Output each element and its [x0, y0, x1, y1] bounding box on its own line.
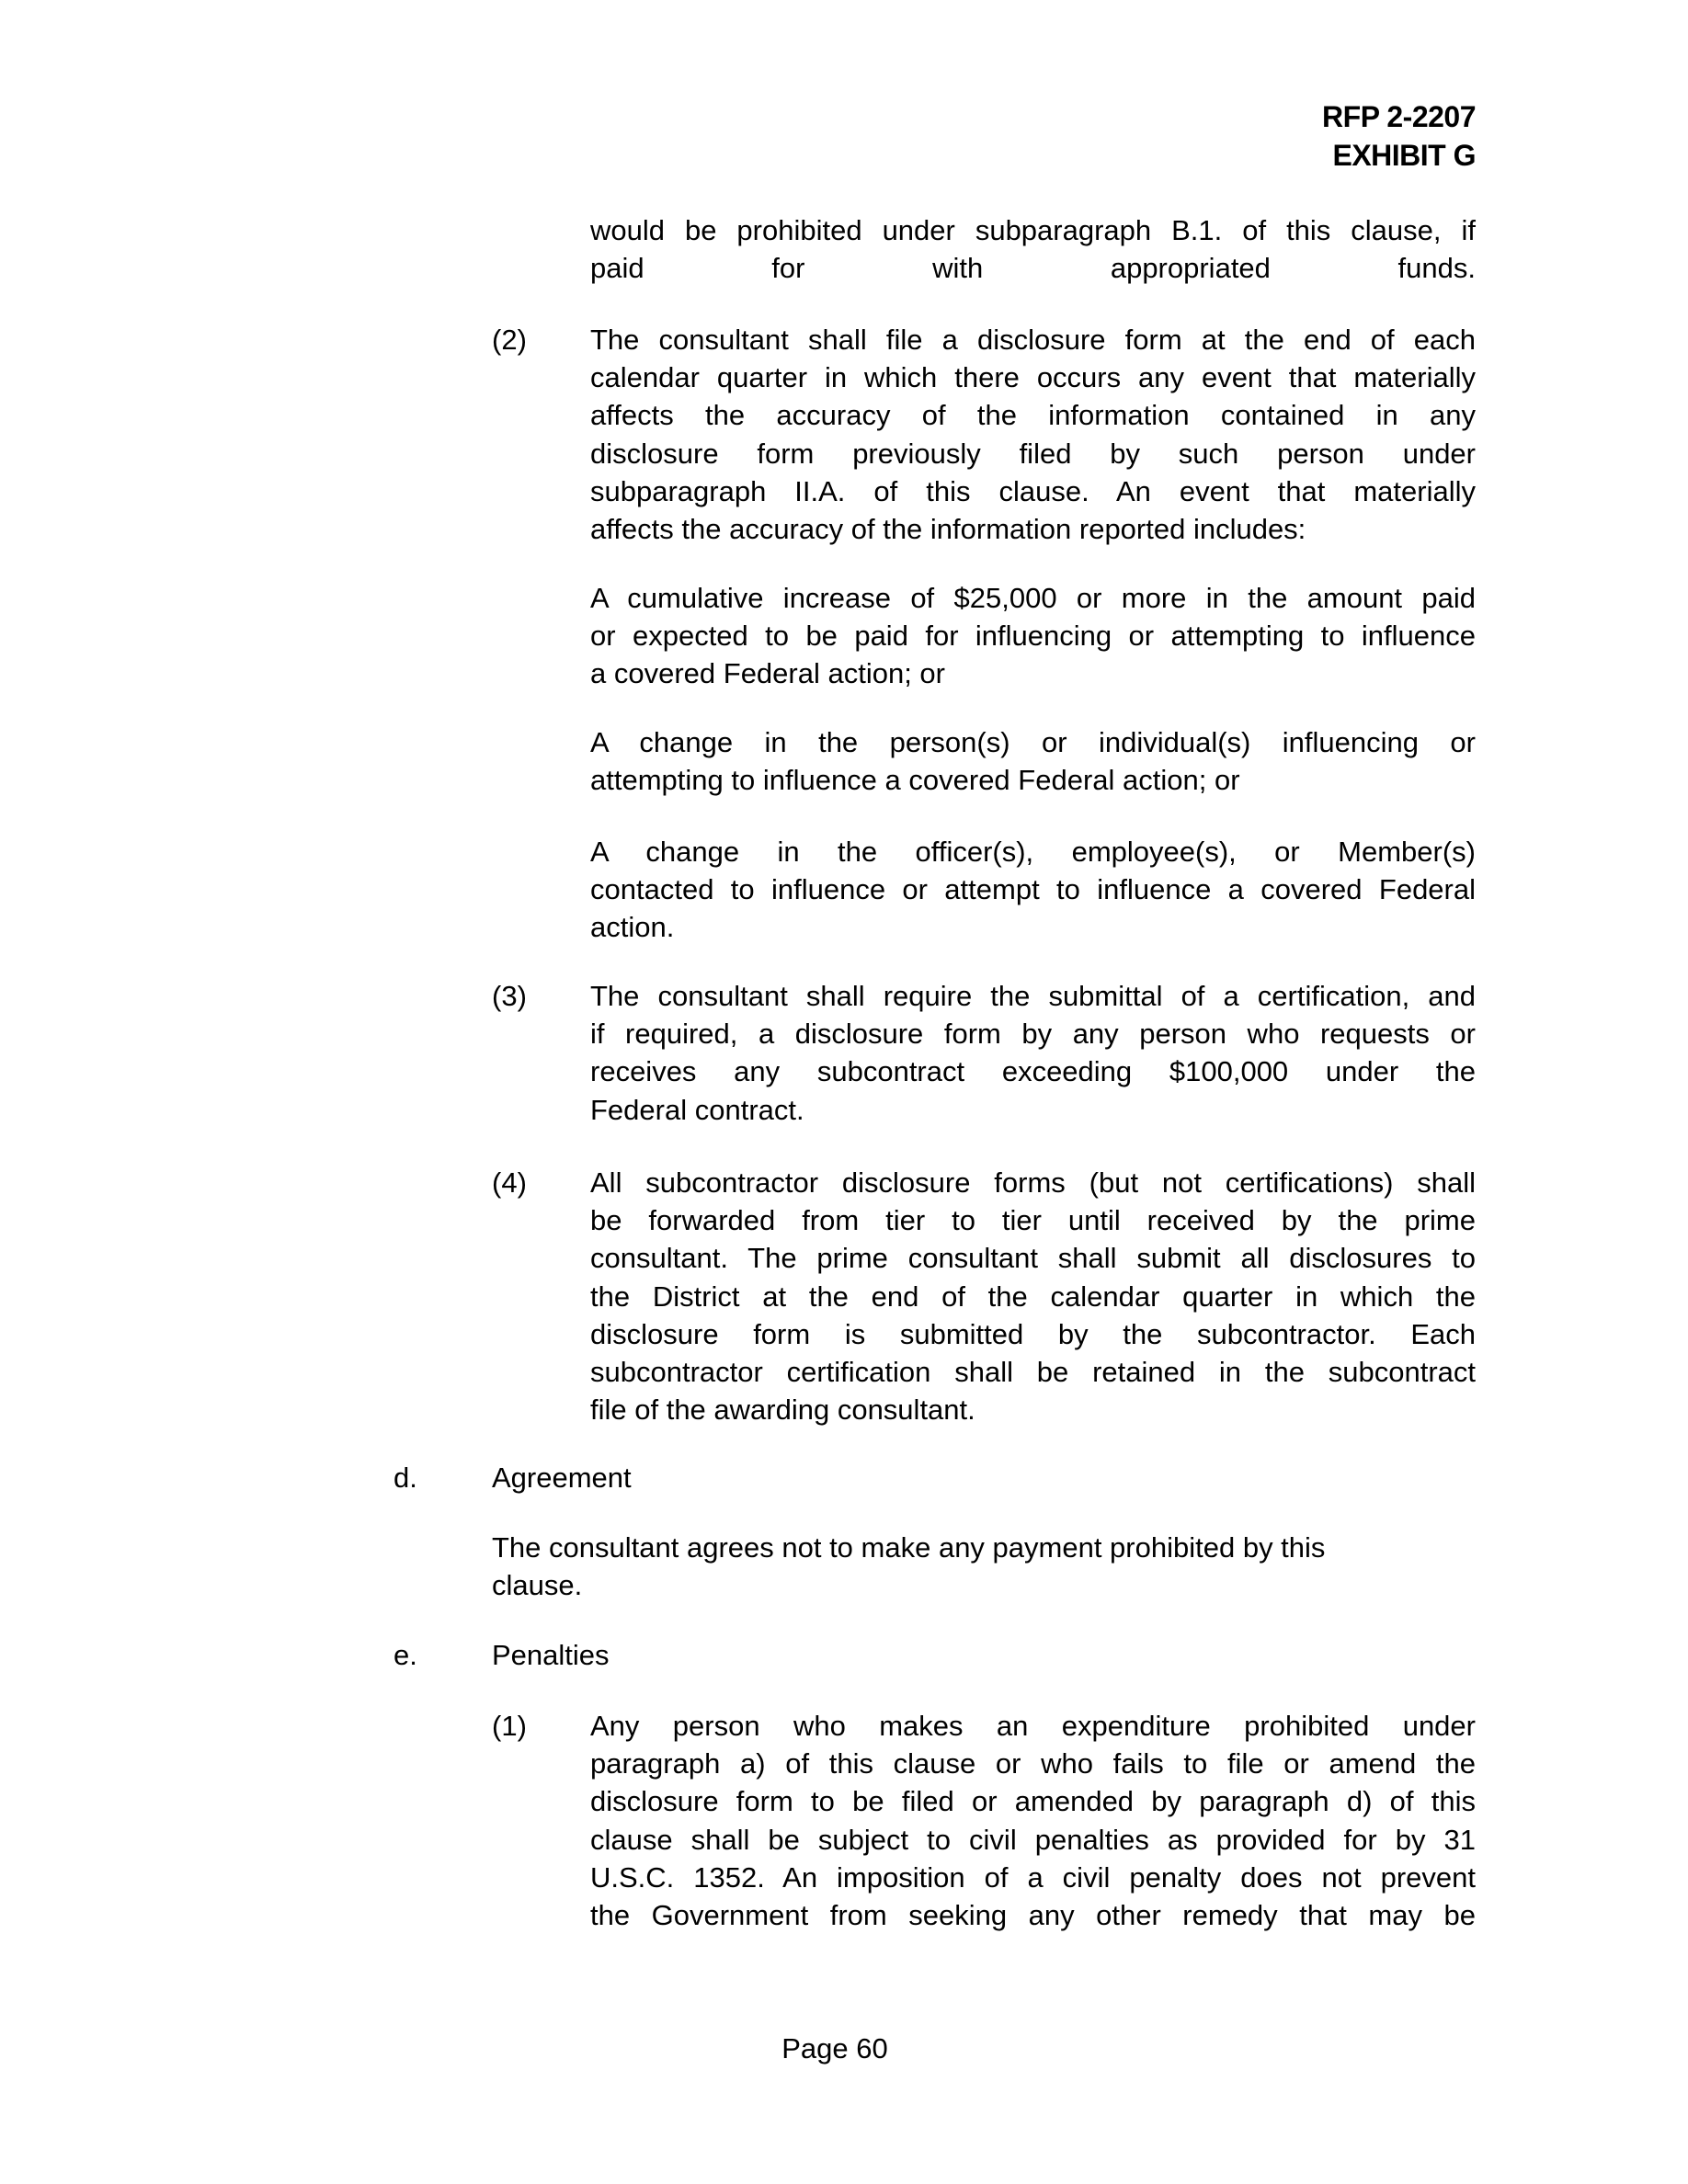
- text-line: A change in the officer(s), employee(s), or Member(s): [590, 836, 1476, 868]
- item-3-paragraph: [590, 977, 1476, 1129]
- page-number: Page 60: [781, 2032, 888, 2065]
- item-2-paragraph: [590, 321, 1476, 548]
- text-line: action.: [590, 911, 675, 944]
- text-line: if required, a disclosure form by any person who requests or: [590, 1018, 1476, 1051]
- text-line: subparagraph II.A. of this clause. An event that materially: [590, 474, 1476, 507]
- penalties-1-paragraph: [590, 1707, 1476, 1934]
- document-id: RFP 2-2207: [1322, 100, 1476, 133]
- section-d-paragraph: [492, 1459, 1476, 1496]
- text-line: All subcontractor disclosure forms (but not certifications) shall: [590, 1166, 1476, 1199]
- item-4-paragraph: [590, 1164, 1476, 1428]
- text-line: paragraph a) of this clause or who fails to file or amend the: [590, 1747, 1476, 1780]
- text-line: U.S.C. 1352. An imposition of a civil penalty does not prevent: [590, 1860, 1476, 1894]
- agreement-text-paragraph: [492, 1529, 1476, 1604]
- text-line: affects the accuracy of the information contained in any: [590, 399, 1476, 432]
- section-e-label: e.: [393, 1639, 417, 1671]
- penalties-1-label: (1): [492, 1710, 527, 1742]
- event-1-paragraph: [590, 579, 1476, 693]
- text-line: A change in the person(s) or individual(s) influencing or: [590, 726, 1476, 758]
- section-d-label: d.: [393, 1462, 417, 1494]
- text-line: Penalties: [492, 1639, 610, 1671]
- event-3-paragraph: [590, 833, 1476, 947]
- text-line: The consultant shall require the submittal of a certification, and: [590, 980, 1476, 1012]
- text-line: calendar quarter in which there occurs any event that materially: [590, 361, 1476, 394]
- text-line: or expected to be paid for influencing or attempting to influence: [590, 620, 1476, 653]
- text-line: disclosure form previously filed by such person under: [590, 437, 1476, 470]
- item-2-label: (2): [492, 324, 527, 356]
- continuation-paragraph: [590, 211, 1476, 287]
- item-3-label: (3): [492, 980, 527, 1012]
- text-line: paid for with appropriated funds.: [590, 252, 1476, 285]
- text-line: A cumulative increase of $25,000 or more in the amount paid: [590, 582, 1476, 614]
- text-line: Agreement: [492, 1462, 632, 1494]
- text-line: The consultant agrees not to make any payment prohibited by this: [492, 1531, 1326, 1564]
- text-line: file of the awarding consultant.: [590, 1393, 975, 1427]
- text-line: receives any subcontract exceeding $100,000 under the: [590, 1055, 1476, 1088]
- text-line: Federal contract.: [590, 1093, 804, 1126]
- text-line: the District at the end of the calendar quarter in which the: [590, 1280, 1476, 1313]
- text-line: subcontractor certification shall be retained in the subcontract: [590, 1356, 1476, 1389]
- text-line: would be prohibited under subparagraph B.1. of this clause, if: [590, 214, 1476, 246]
- text-line: the Government from seeking any other remedy that may be: [590, 1899, 1476, 1932]
- text-line: clause shall be subject to civil penalties as provided for by 31: [590, 1823, 1476, 1856]
- text-line: a covered Federal action; or: [590, 657, 945, 690]
- exhibit-label: EXHIBIT G: [1332, 139, 1476, 172]
- text-line: attempting to influence a covered Federal action; or: [590, 764, 1240, 797]
- text-line: contacted to influence or attempt to influence a covered Federal: [590, 873, 1476, 906]
- item-4-label: (4): [492, 1166, 527, 1199]
- text-line: Any person who makes an expenditure prohibited under: [590, 1710, 1476, 1742]
- text-line: clause.: [492, 1569, 583, 1602]
- event-2-paragraph: [590, 723, 1476, 799]
- text-line: disclosure form to be filed or amended by paragraph d) of this: [590, 1785, 1476, 1818]
- text-line: consultant. The prime consultant shall submit all disclosures to: [590, 1242, 1476, 1275]
- text-line: The consultant shall file a disclosure form at the end of each: [590, 324, 1476, 356]
- text-line: be forwarded from tier to tier until received by the prime: [590, 1204, 1476, 1237]
- section-e-paragraph: [492, 1636, 1476, 1674]
- text-line: affects the accuracy of the information reported includes:: [590, 513, 1306, 546]
- text-line: disclosure form is submitted by the subcontractor. Each: [590, 1317, 1476, 1350]
